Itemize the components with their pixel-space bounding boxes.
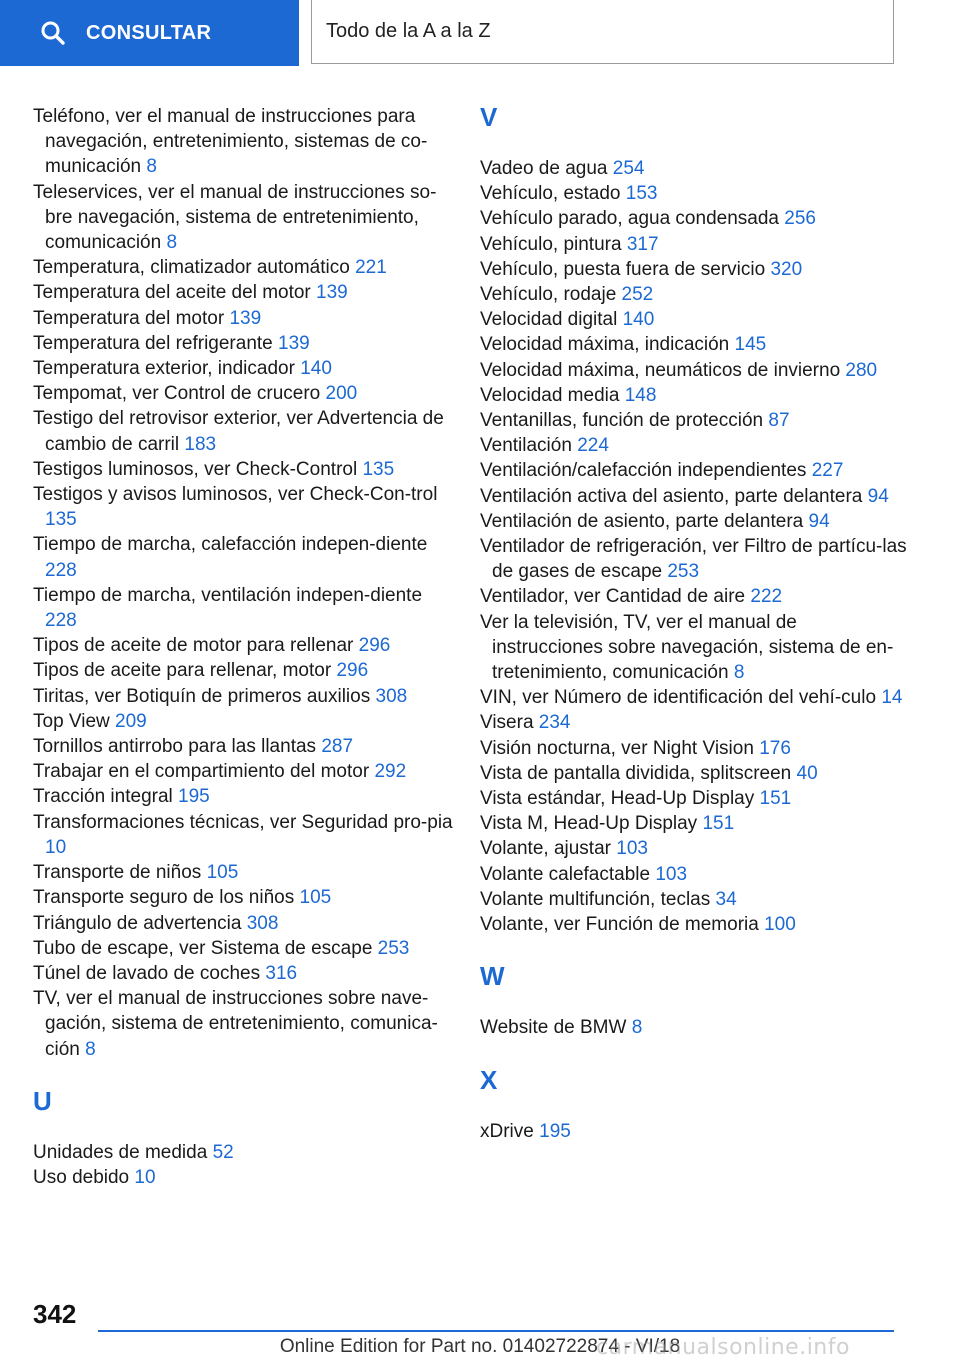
index-entry bbox=[480, 206, 910, 231]
page-link[interactable]: 135 bbox=[45, 509, 77, 531]
page-link[interactable]: 296 bbox=[336, 660, 369, 682]
index-section-w bbox=[480, 1015, 910, 1040]
index-entry bbox=[33, 734, 458, 759]
index-entry bbox=[33, 280, 458, 305]
entry-text: Ventanillas, función de protección bbox=[480, 410, 764, 432]
page-link[interactable]: 153 bbox=[625, 183, 658, 205]
entry-text: Volante multifunción, teclas bbox=[480, 888, 711, 910]
entry-text: Testigos luminosos, ver Check-Control bbox=[33, 458, 358, 480]
search-icon bbox=[40, 20, 66, 46]
index-entry bbox=[480, 811, 910, 836]
index-entry bbox=[33, 532, 458, 582]
entry-text: Temperatura, climatizador automático bbox=[33, 257, 350, 279]
page-link[interactable]: 10 bbox=[134, 1166, 156, 1188]
entry-text: Tornillos antirrobo para las llantas bbox=[33, 736, 317, 758]
page-link[interactable]: 253 bbox=[667, 561, 700, 583]
entry-text: Volante, ajustar bbox=[480, 838, 611, 860]
page-link[interactable]: 34 bbox=[715, 888, 737, 910]
page-link[interactable]: 135 bbox=[362, 458, 395, 480]
page-link[interactable]: 105 bbox=[299, 887, 332, 909]
page-link[interactable]: 308 bbox=[375, 685, 408, 707]
index-entry bbox=[33, 1165, 458, 1190]
page-link[interactable]: 52 bbox=[212, 1141, 234, 1163]
page-link[interactable]: 145 bbox=[734, 334, 767, 356]
entry-text: Vista de pantalla dividida, splitscreen bbox=[480, 762, 792, 784]
entry-text: Velocidad digital bbox=[480, 309, 618, 331]
entry-text: Triángulo de advertencia bbox=[33, 912, 242, 934]
entry-text: Tempomat, ver Control de crucero bbox=[33, 383, 321, 405]
entry-text: Tubo de escape, ver Sistema de escape bbox=[33, 937, 373, 959]
page-link[interactable]: 280 bbox=[845, 359, 878, 381]
page-link[interactable]: 221 bbox=[355, 257, 387, 279]
entry-text: Tipos de aceite de motor para rellenar bbox=[33, 635, 354, 657]
page-link[interactable]: 105 bbox=[206, 862, 239, 884]
index-entry bbox=[33, 406, 458, 456]
page-link[interactable]: 10 bbox=[45, 836, 67, 858]
page-link[interactable]: 151 bbox=[702, 813, 735, 835]
index-entry bbox=[480, 509, 910, 534]
index-section-v bbox=[480, 156, 910, 937]
entry-text: Teleservices, ver el manual de instrucciones so-bre navegación, sistema de entretenimiento, comunicación bbox=[33, 181, 437, 254]
index-entry bbox=[33, 961, 458, 986]
entry-text: Ventilación activa del asiento, parte delantera bbox=[480, 485, 863, 507]
page-link[interactable]: 256 bbox=[784, 208, 816, 230]
index-entry bbox=[33, 709, 458, 734]
index-entry bbox=[480, 912, 910, 937]
entry-text: Ventilación de asiento, parte delantera bbox=[480, 510, 804, 532]
entry-text: Temperatura del motor bbox=[33, 307, 225, 329]
page-link[interactable]: 292 bbox=[374, 761, 407, 783]
index-entry bbox=[480, 862, 910, 887]
index-entry bbox=[480, 710, 910, 735]
index-entry bbox=[480, 584, 910, 609]
index-entry bbox=[33, 633, 458, 658]
entry-text: Volante calefactable bbox=[480, 863, 651, 885]
index-entry bbox=[33, 356, 458, 381]
page-link[interactable]: 139 bbox=[229, 307, 262, 329]
entry-text: Testigos y avisos luminosos, ver Check-Con-trol bbox=[33, 484, 438, 506]
consultar-button[interactable] bbox=[0, 0, 299, 66]
entry-text: Temperatura exterior, indicador bbox=[33, 358, 295, 380]
entry-text: Temperatura del refrigerante bbox=[33, 332, 273, 354]
index-entry bbox=[480, 408, 910, 433]
page-link[interactable]: 103 bbox=[655, 863, 688, 885]
index-entry bbox=[480, 836, 910, 861]
page-link[interactable]: 224 bbox=[577, 435, 609, 457]
page-link[interactable]: 253 bbox=[377, 937, 410, 959]
index-entry bbox=[480, 1119, 910, 1144]
watermark: carmanualsonline.info bbox=[596, 1335, 850, 1360]
entry-text: Volante, ver Función de memoria bbox=[480, 914, 759, 936]
entry-text: Top View bbox=[33, 710, 110, 732]
entry-text: xDrive bbox=[480, 1120, 534, 1142]
page-link[interactable]: 228 bbox=[45, 559, 77, 581]
index-entry bbox=[33, 911, 458, 936]
entry-text: Tipos de aceite para rellenar, motor bbox=[33, 660, 332, 682]
index-entry bbox=[480, 484, 910, 509]
page-link[interactable]: 228 bbox=[45, 610, 77, 632]
index-entry bbox=[33, 1140, 458, 1165]
page-link[interactable]: 8 bbox=[146, 156, 157, 178]
entry-text: Velocidad máxima, neumáticos de invierno bbox=[480, 359, 841, 381]
section-letter-u: U bbox=[33, 1085, 52, 1116]
page-link[interactable]: 320 bbox=[770, 258, 803, 280]
page-link[interactable]: 176 bbox=[759, 737, 791, 759]
entry-text: Temperatura del aceite del motor bbox=[33, 282, 311, 304]
index-entry bbox=[480, 257, 910, 282]
entry-text: Tiritas, ver Botiquín de primeros auxilios bbox=[33, 685, 371, 707]
page-link[interactable]: 94 bbox=[867, 485, 889, 507]
breadcrumb-label: Todo de la A a la Z bbox=[326, 20, 491, 42]
page-link[interactable]: 8 bbox=[733, 662, 745, 684]
index-entry bbox=[480, 156, 910, 181]
index-entry bbox=[33, 860, 458, 885]
page-link[interactable]: 103 bbox=[616, 838, 648, 860]
page-link[interactable]: 94 bbox=[808, 510, 830, 532]
page-number: 342 bbox=[33, 1299, 77, 1329]
index-entry bbox=[33, 306, 458, 331]
index-entry bbox=[480, 358, 910, 383]
consultar-label: CONSULTAR bbox=[86, 21, 212, 44]
page-link[interactable]: 287 bbox=[321, 736, 354, 758]
entry-text: Visión nocturna, ver Night Vision bbox=[480, 737, 754, 759]
index-section-u bbox=[33, 1140, 458, 1190]
index-entry bbox=[33, 936, 458, 961]
page-link[interactable]: 308 bbox=[246, 912, 279, 934]
page-link[interactable]: 140 bbox=[622, 309, 655, 331]
page-link[interactable]: 140 bbox=[300, 358, 332, 380]
page-link[interactable]: 139 bbox=[316, 282, 348, 304]
entry-text: Uso debido bbox=[33, 1166, 130, 1188]
entry-text: Vehículo, estado bbox=[480, 183, 621, 205]
section-letter-w: W bbox=[480, 961, 505, 992]
entry-text: Visera bbox=[480, 712, 534, 734]
index-entry bbox=[480, 786, 910, 811]
index-entry bbox=[480, 761, 910, 786]
index-entry bbox=[480, 232, 910, 257]
page-link[interactable]: 8 bbox=[85, 1038, 96, 1060]
page-link[interactable]: 254 bbox=[612, 158, 645, 179]
entry-text: Vehículo, rodaje bbox=[480, 284, 617, 306]
index-entry bbox=[33, 784, 458, 809]
index-entry bbox=[480, 610, 910, 686]
index-entry bbox=[33, 684, 458, 709]
entry-text: Velocidad máxima, indicación bbox=[480, 334, 730, 356]
page-link[interactable]: 100 bbox=[764, 914, 796, 936]
index-entry bbox=[480, 887, 910, 912]
index-entry bbox=[33, 104, 458, 180]
page-link[interactable]: 139 bbox=[278, 332, 310, 354]
index-entry bbox=[480, 181, 910, 206]
entry-text: TV, ver el manual de instrucciones sobre nave-gación, sistema de entretenimiento, comunica-ción bbox=[33, 988, 438, 1060]
index-entry bbox=[480, 282, 910, 307]
index-entry bbox=[33, 255, 458, 280]
entry-text: Teléfono, ver el manual de instrucciones para navegación, entretenimiento, sistemas de co-municación bbox=[33, 106, 428, 178]
index-entry bbox=[480, 736, 910, 761]
page-link[interactable]: 222 bbox=[750, 586, 783, 608]
entry-text: Ver la televisión, TV, ver el manual de instrucciones sobre navegación, sistema de en-tretenimiento, comunicación bbox=[480, 611, 894, 684]
index-entry bbox=[33, 457, 458, 482]
index-entry bbox=[33, 583, 458, 633]
page-link[interactable]: 40 bbox=[796, 762, 818, 784]
entry-text: Tiempo de marcha, ventilación indepen-diente bbox=[33, 584, 423, 606]
index-section-x bbox=[480, 1119, 910, 1144]
index-entry bbox=[480, 332, 910, 357]
index-entry bbox=[33, 381, 458, 406]
entry-text: Ventilación/calefacción independientes bbox=[480, 460, 807, 482]
entry-text: Ventilador, ver Cantidad de aire bbox=[480, 586, 746, 608]
index-column-left bbox=[33, 104, 458, 1190]
entry-text: Vehículo, pintura bbox=[480, 233, 622, 255]
page-link[interactable]: 252 bbox=[621, 284, 654, 306]
entry-text: Ventilador de refrigeración, ver Filtro de partícu-las de gases de escape bbox=[480, 536, 907, 583]
entry-text: Ventilación bbox=[480, 435, 572, 457]
page-link[interactable]: 227 bbox=[811, 460, 844, 482]
entry-text: VIN, ver Número de identificación del vehí-culo bbox=[480, 687, 877, 709]
page-link[interactable]: 296 bbox=[358, 635, 391, 657]
breadcrumb[interactable] bbox=[311, 0, 894, 64]
entry-text: Vista estándar, Head-Up Display bbox=[480, 788, 755, 810]
header bbox=[0, 0, 960, 66]
page-link[interactable]: 151 bbox=[759, 788, 792, 810]
page-link[interactable]: 195 bbox=[178, 786, 210, 808]
page-link[interactable]: 183 bbox=[184, 433, 217, 455]
entry-text: Vehículo parado, agua condensada bbox=[480, 208, 779, 230]
page-link[interactable]: 14 bbox=[881, 687, 903, 709]
index-entry bbox=[480, 307, 910, 332]
index-entry bbox=[33, 180, 458, 256]
entry-text: Transporte de niños bbox=[33, 862, 202, 884]
index-section-t bbox=[33, 104, 458, 1062]
entry-text: Vadeo de agua bbox=[480, 158, 608, 179]
index-entry bbox=[33, 759, 458, 784]
entry-text: Túnel de lavado de coches bbox=[33, 962, 261, 984]
index-entry bbox=[33, 986, 458, 1062]
index-entry bbox=[480, 383, 910, 408]
entry-text: Trabajar en el compartimiento del motor bbox=[33, 761, 370, 783]
index-entry bbox=[480, 458, 910, 483]
page-link[interactable]: 195 bbox=[539, 1120, 571, 1142]
index-entry bbox=[33, 810, 458, 860]
page-link[interactable]: 209 bbox=[115, 710, 147, 732]
index-entry bbox=[480, 685, 910, 710]
page-link[interactable]: 8 bbox=[631, 1017, 643, 1039]
page-link[interactable]: 317 bbox=[626, 233, 659, 255]
section-letter-v: V bbox=[480, 102, 498, 132]
entry-text: Transformaciones técnicas, ver Seguridad pro-pia bbox=[33, 811, 453, 833]
index-entry bbox=[33, 885, 458, 910]
edition-text: Online Edition for Part no. 01402722874 - VI/18 bbox=[279, 1336, 681, 1357]
entry-text: Tiempo de marcha, calefacción indepen-diente bbox=[33, 534, 428, 556]
index-entry bbox=[33, 482, 458, 532]
index-entry bbox=[33, 658, 458, 683]
index-column-right bbox=[480, 100, 910, 1144]
index-entry bbox=[480, 1015, 910, 1040]
page-link[interactable]: 8 bbox=[166, 232, 178, 254]
entry-text: Testigo del retrovisor exterior, ver Advertencia de cambio de carril bbox=[33, 408, 444, 455]
entry-text: Vista M, Head-Up Display bbox=[480, 813, 698, 835]
entry-text: Unidades de medida bbox=[33, 1141, 208, 1163]
index-entry bbox=[33, 331, 458, 356]
page-link[interactable]: 148 bbox=[624, 384, 657, 406]
index-entry bbox=[480, 433, 910, 458]
page-link[interactable]: 234 bbox=[538, 712, 571, 734]
index-entry bbox=[480, 534, 910, 584]
page-link[interactable]: 200 bbox=[325, 383, 358, 405]
entry-text: Velocidad media bbox=[480, 384, 620, 406]
entry-text: Vehículo, puesta fuera de servicio bbox=[480, 258, 766, 280]
page-link[interactable]: 316 bbox=[265, 962, 298, 984]
entry-text: Tracción integral bbox=[33, 786, 173, 808]
entry-text: Transporte seguro de los niños bbox=[33, 887, 295, 909]
entry-text: Website de BMW bbox=[480, 1017, 627, 1039]
page-link[interactable]: 87 bbox=[768, 410, 790, 432]
section-letter-x: X bbox=[480, 1064, 498, 1095]
